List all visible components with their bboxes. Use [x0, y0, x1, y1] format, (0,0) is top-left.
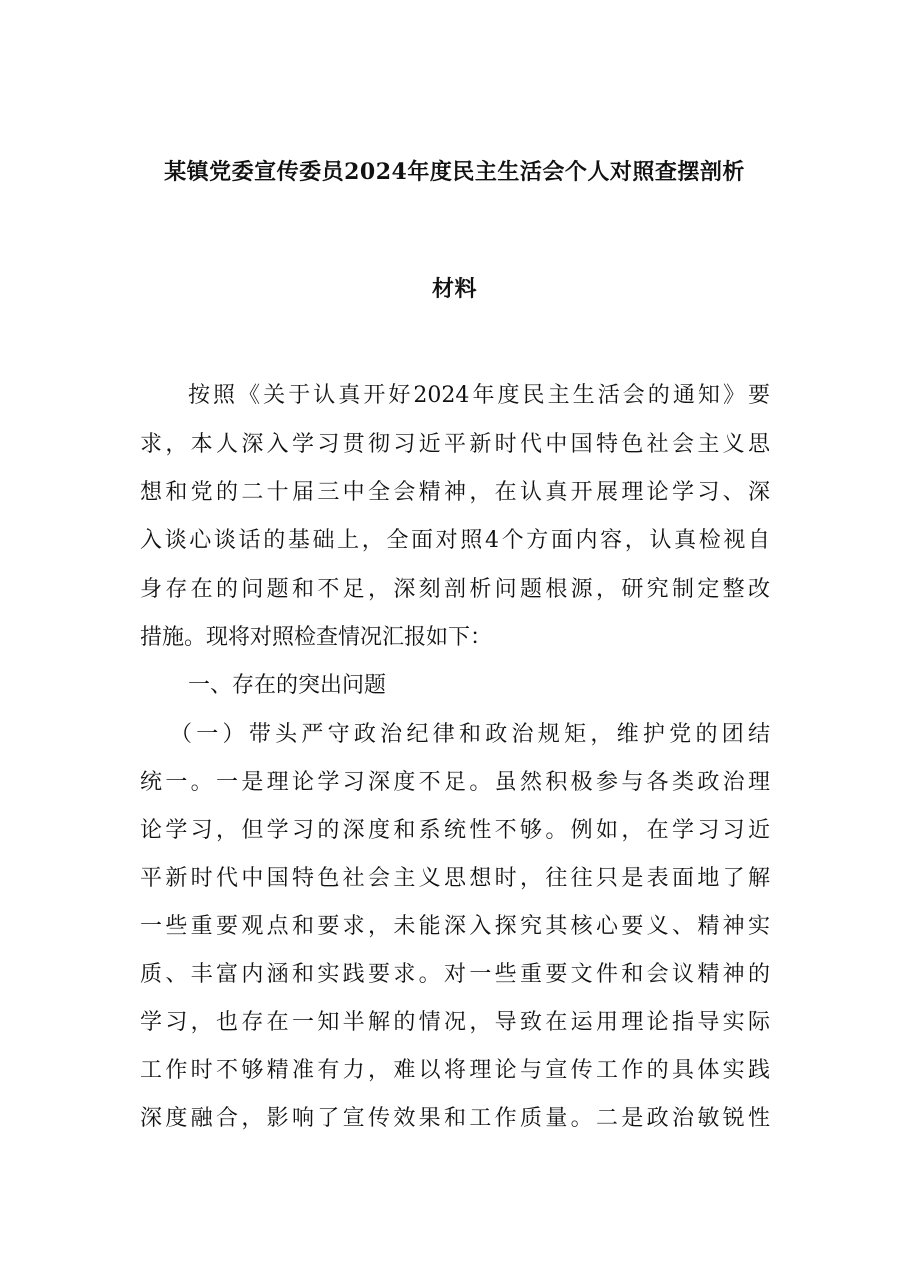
paragraph-line: 统一。一是理论学习深度不足。虽然积极参与各类政治理 [140, 770, 770, 795]
paragraph-line: 平新时代中国特色社会主义思想时，往往只是表面地了解 [140, 866, 770, 891]
document-title-line-1: 某镇党委宣传委员2024年度民主生活会个人对照查摆剖析 [164, 159, 745, 185]
paragraph-line: 按照《关于认真开好2024年度民主生活会的通知》要 [188, 383, 770, 408]
paragraph-line: 深度融合，影响了宣传效果和工作质量。二是政治敏锐性 [140, 1106, 770, 1131]
document-title-line-2: 材料 [431, 276, 477, 302]
paragraph-line: 身存在的问题和不足，深刻剖析问题根源，研究制定整改 [140, 577, 770, 602]
paragraph-line: 措施。现将对照检查情况汇报如下： [140, 625, 493, 650]
paragraph-line: 入谈心谈话的基础上，全面对照4个方面内容，认真检视自 [140, 528, 770, 553]
paragraph-line: 求，本人深入学习贯彻习近平新时代中国特色社会主义思 [140, 432, 770, 457]
section-heading: 一、存在的突出问题 [188, 673, 387, 698]
paragraph-line: 质、丰富内涵和实践要求。对一些重要文件和会议精神的 [140, 962, 770, 987]
paragraph-line: （一）带头严守政治纪律和政治规矩，维护党的团结 [170, 722, 770, 747]
paragraph-line: 论学习，但学习的深度和系统性不够。例如，在学习习近 [140, 818, 770, 843]
paragraph-line: 工作时不够精准有力，难以将理论与宣传工作的具体实践 [140, 1058, 770, 1083]
paragraph-line: 想和党的二十届三中全会精神，在认真开展理论学习、深 [140, 480, 770, 505]
paragraph-line: 学习，也存在一知半解的情况，导致在运用理论指导实际 [140, 1010, 770, 1035]
paragraph-line: 一些重要观点和要求，未能深入探究其核心要义、精神实 [140, 914, 770, 939]
